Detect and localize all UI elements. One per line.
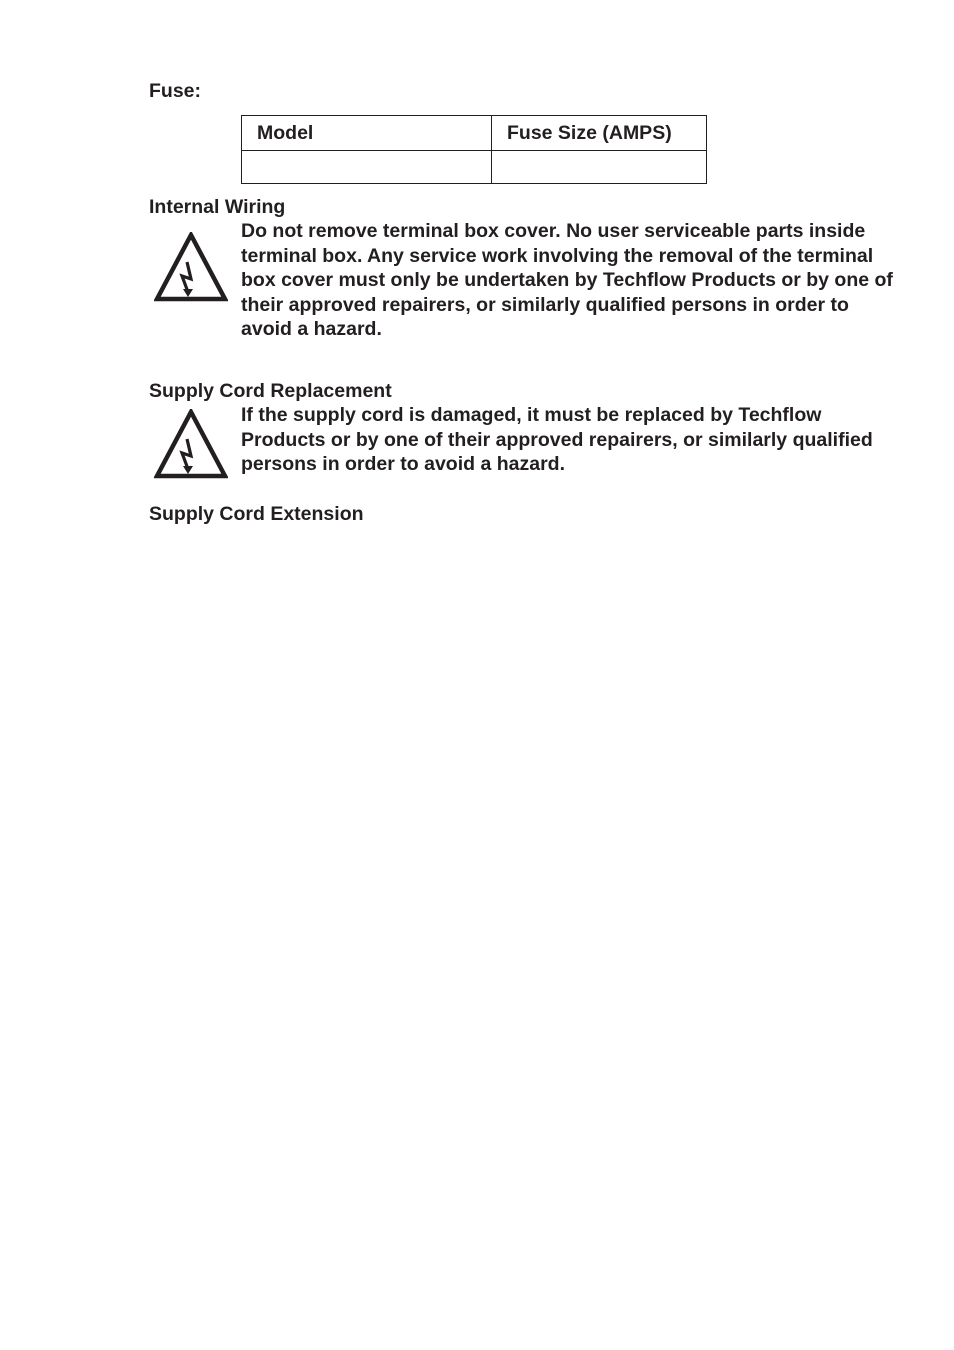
- supply-cord-replacement-heading: Supply Cord Replacement: [149, 380, 392, 402]
- fuse-table: [241, 115, 707, 184]
- column-header-model: Model: [242, 116, 492, 151]
- internal-wiring-warning-text: Do not remove terminal box cover. No user serviceable parts inside terminal box. Any service work involving the removal of the terminal box cover must only be undertaken by Techflow Products or by one of their approved repairers, or similarly qualified persons in order to avoid a hazard.: [241, 220, 893, 340]
- supply-cord-replacement-warning-text: If the supply cord is damaged, it must be replaced by Techflow Products or by one of their approved repairers, or similarly qualified persons in order to avoid a hazard.: [241, 404, 873, 475]
- electrical-hazard-warning-icon: [154, 409, 228, 479]
- table-cell-model: [242, 151, 492, 184]
- table-row: [242, 151, 707, 184]
- table-header-row: [242, 116, 707, 151]
- supply-cord-extension-heading: Supply Cord Extension: [149, 503, 364, 525]
- table-cell-fuse-size: [492, 151, 707, 184]
- electrical-hazard-warning-icon: [154, 232, 228, 302]
- fuse-heading: Fuse:: [149, 80, 202, 102]
- internal-wiring-heading: Internal Wiring: [149, 196, 286, 218]
- column-header-fuse-size: Fuse Size (AMPS): [492, 116, 707, 151]
